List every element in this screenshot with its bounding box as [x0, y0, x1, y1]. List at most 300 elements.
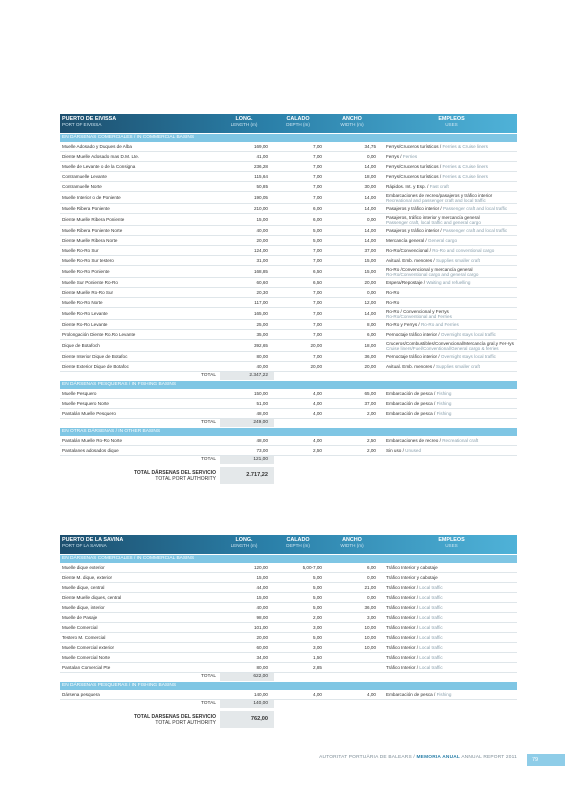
berth-length: 48,00	[256, 411, 268, 416]
berth-name: Pantalán Muelle Ro-Ro Norte	[62, 438, 123, 443]
use-es: Sin uso	[386, 448, 402, 453]
grand-total-label	[60, 714, 220, 726]
berth-length: 15,00	[256, 595, 268, 600]
section-label-en: IN FISHING BASINS	[131, 683, 177, 688]
berth-name: Diente Muelle Adosado mas D.M. Lte.	[62, 154, 140, 159]
berth-length: 40,00	[256, 605, 268, 610]
berth-length: 101,00	[253, 625, 268, 630]
berth-name: Muelle Ro-Ro Sur	[62, 248, 99, 253]
berth-depth: 6,00	[313, 217, 322, 222]
grand-total-value: 762,00	[220, 711, 274, 728]
berth-length: 35,00	[256, 332, 268, 337]
berth-width: 65,00	[364, 391, 376, 396]
berth-width: 6,00	[367, 332, 376, 337]
berth-depth: 5,00	[313, 238, 322, 243]
berth-width: 0,00	[367, 575, 376, 580]
berth-length: 115,64	[254, 174, 268, 179]
berth-name: Muelle Ribera Poniente	[62, 206, 110, 211]
use-es: Ro-Ro /Convencional y mercancía general	[386, 266, 473, 272]
use-es: Cruceros/Combustibles/Convencional/Mercancía gral.y Fer-rys	[386, 340, 514, 346]
use-en: Recreational and passenger craft and local traffic	[386, 197, 486, 203]
use-en: Unused	[405, 448, 422, 453]
use-es: Avitual. Emb. menores	[386, 364, 433, 369]
section-header: EN OTRAS DÁRSENAS / IN OTHER BASINS	[60, 428, 517, 436]
berth-width: 6,00	[367, 565, 376, 570]
berth-use: Embarcación de pesca / Fishing	[386, 411, 452, 416]
berth-width: 10,00	[364, 645, 376, 650]
berth-use	[382, 300, 517, 305]
berth-width: 37,00	[364, 401, 376, 406]
berth-width: 10,00	[364, 625, 376, 630]
berth-use: Avitual. Emb. menores / Supplies smaller craft	[386, 258, 480, 263]
berth-name: Muelle Comercial Norte	[62, 655, 110, 660]
berth-length: 80,00	[256, 665, 268, 670]
berth-name: Diente Muelle Ro-Ro Sur	[62, 290, 114, 295]
section-label-en: IN COMMERCIAL BASINS	[136, 556, 195, 561]
table-row	[60, 152, 517, 162]
berth-use	[382, 309, 517, 319]
use-es: Embarcaciones de recreo/pasajeros y tráfico interior	[386, 192, 493, 198]
use-es: Ro-Ro / Convencional y Ferrys	[386, 308, 449, 314]
berth-use: Pernoctaje tráfico interior / Overnight stays local traffic	[386, 332, 496, 337]
grand-total	[60, 467, 517, 484]
section-total	[60, 419, 517, 427]
use-en: Waiting and refuelling	[426, 280, 471, 285]
use-en: Ro-Ro/Conventional cargo and general cargo	[386, 271, 479, 277]
berth-name: Diente Muelle Ribera Poniente	[62, 217, 125, 222]
berth-name: Prolongación Diente Ro.Ro Levante	[62, 332, 136, 337]
uses-header-en: USES	[445, 543, 458, 548]
berth-length: 60,60	[256, 280, 268, 285]
berth-depth: 7,00	[313, 184, 322, 189]
berth-width: 0,00	[367, 290, 376, 295]
berth-width: 2,00	[367, 448, 376, 453]
use-en: Local traffic	[419, 595, 443, 600]
berth-depth: 6,50	[313, 280, 322, 285]
berth-name: Diente M. dique, exterior	[62, 575, 113, 580]
berth-name: Muelle Ro-Ro Norte	[62, 300, 103, 305]
berth-depth: 1,50	[313, 655, 322, 660]
table-row	[60, 182, 517, 192]
use-es: Ferrys/Cruceros turísticos	[386, 144, 439, 149]
use-es: Ferrys/Cruceros turísticos	[386, 164, 439, 169]
berth-width: 15,00	[364, 258, 376, 263]
uses-header-es: EMPLEOS	[438, 537, 465, 543]
use-en: Local traffic	[419, 605, 443, 610]
table-row	[60, 436, 517, 446]
table-puerto-la-savina	[60, 535, 517, 728]
berth-length: 140,00	[253, 692, 268, 697]
berth-width: 37,00	[364, 248, 376, 253]
berth-width: 14,00	[364, 195, 376, 200]
berth-use	[382, 215, 517, 225]
use-en: Ro-Ro and conventional cargo	[432, 248, 495, 253]
table-row	[60, 409, 517, 419]
port-name	[60, 535, 220, 554]
use-es: Pasajeros y tráfico interior	[386, 206, 440, 211]
use-en: Fishing	[436, 401, 452, 406]
berth-depth: 7,00	[313, 300, 322, 305]
use-en: Local traffic	[419, 665, 443, 670]
berth-depth: 5,00	[313, 585, 322, 590]
table-row	[60, 613, 517, 623]
table-row	[60, 214, 517, 226]
grand-total-label-en: TOTAL PORT AUTHORITY	[155, 719, 216, 726]
table-row	[60, 308, 517, 320]
use-es: Rápidos. Int. y Esp.	[386, 184, 426, 189]
section-label-es: EN DÁRSENAS PESQUERAS	[62, 382, 128, 387]
table-row	[60, 142, 517, 152]
berth-name: Diente Muelle Ribera Norte	[62, 238, 118, 243]
port-name-en: PORT OF LA SAVINA	[62, 543, 107, 548]
berth-depth: 5,00-7,00	[302, 565, 322, 570]
berth-use: Embarcación de pesca / Fishing	[386, 391, 452, 396]
berth-length: 98,00	[256, 615, 268, 620]
berth-length: 20,00	[256, 238, 268, 243]
table-row	[60, 298, 517, 308]
berth-length: 50,85	[256, 184, 268, 189]
table-row	[60, 246, 517, 256]
length-header	[220, 114, 274, 133]
berth-length: 165,00	[253, 311, 268, 316]
width-header	[328, 535, 382, 554]
berth-use: Ro-Ro/Convencional / Ro-Ro and conventional cargo	[386, 248, 495, 253]
berth-depth: 5,00	[313, 575, 322, 580]
berth-use: Espera/Repostaje / Waiting and refuelling	[386, 280, 471, 285]
berth-use: Pasajeros y tráfico interior / Passenger craft and local traffic	[386, 206, 508, 211]
berth-use: Tráfico Interior / Local traffic	[386, 645, 443, 650]
table-row	[60, 603, 517, 613]
use-en: Local traffic	[419, 585, 443, 590]
use-en: Ro-Ro/Conventional and Ferries	[386, 313, 452, 319]
berth-depth: 7,00	[313, 290, 322, 295]
depth-header-es: CALADO	[286, 116, 310, 122]
berth-width: 12,00	[364, 300, 376, 305]
use-es: Embarcación de pesca	[386, 391, 433, 396]
berth-width: 3,00	[367, 615, 376, 620]
use-es: Ro-Ro/Convencional	[386, 248, 429, 253]
berth-name: Pantalán Muelle Pesquero	[62, 411, 116, 416]
section-label-en: IN OTHER BASINS	[118, 429, 161, 434]
berth-name: Muelle Interior o de Poniente	[62, 195, 121, 200]
berth-depth: 6,50	[313, 269, 322, 274]
use-en: Passenger craft and local traffic	[442, 206, 508, 211]
berth-use: Embarcación de pesca / Fishing	[386, 401, 452, 406]
table-row	[60, 204, 517, 214]
berth-depth: 7,00	[313, 258, 322, 263]
berth-length: 60,00	[256, 645, 268, 650]
section-label-en: IN FISHING BASINS	[131, 382, 177, 387]
table-header	[60, 535, 517, 554]
berth-use: Ferrys/Cruceros turísticos / Ferries & Cruise liners	[386, 164, 488, 169]
depth-header-en: DEPTH (m)	[286, 543, 310, 548]
table-row	[60, 643, 517, 653]
berth-depth: 2,50	[313, 448, 322, 453]
use-es: Pasajeros y tráfico interior	[386, 228, 440, 233]
grand-total	[60, 711, 517, 728]
table-row	[60, 583, 517, 593]
berth-length: 34,00	[256, 655, 268, 660]
length-header-es: LONG.	[235, 537, 253, 543]
berth-use: Ferrys/Cruceros turísticos / Ferries & Cruise liners	[386, 174, 488, 179]
width-header-en: WIDTH (m)	[340, 122, 364, 127]
port-name-es: PUERTO DE EIVISSA	[62, 116, 117, 122]
use-en: Supplies smaller craft	[435, 364, 480, 369]
berth-use: Rápidos. Int. y Esp. / Fast craft	[386, 184, 449, 189]
berth-width: 14,00	[364, 164, 376, 169]
use-es: Embarcación de pesca	[386, 401, 433, 406]
berth-use	[382, 267, 517, 277]
table-row	[60, 278, 517, 288]
berth-length: 124,00	[253, 248, 268, 253]
use-es: Pernoctaje tráfico interior	[386, 354, 438, 359]
berth-use: Tráfico Interior / Local traffic	[386, 635, 443, 640]
use-en: Ferries & Cruise liners	[442, 174, 488, 179]
use-en: General cargo	[427, 238, 458, 243]
footer-report-es: MEMORIA ANUAL	[416, 755, 461, 760]
table-row	[60, 340, 517, 352]
total-value: 249,00	[220, 419, 274, 427]
port-name-es: PUERTO DE LA SAVINA	[62, 537, 124, 543]
berth-depth: 2,00	[313, 615, 322, 620]
berth-name: Dársena pesquera	[62, 692, 100, 697]
berth-length: 210,00	[253, 206, 268, 211]
uses-header	[382, 535, 517, 554]
berth-length: 51,00	[256, 401, 268, 406]
table-row	[60, 226, 517, 236]
use-es: Ro-Ro	[386, 290, 400, 295]
berth-length: 117,00	[254, 300, 268, 305]
berth-depth: 4,00	[313, 411, 322, 416]
use-es: Embarcación de pesca	[386, 692, 433, 697]
table-row	[60, 399, 517, 409]
section-label-es: EN DÁRSENAS PESQUERAS	[62, 683, 128, 688]
section-total	[60, 700, 517, 708]
table-header	[60, 114, 517, 133]
use-es: Tráfico Interior y cabotaje	[386, 575, 438, 580]
berth-width: 18,00	[364, 343, 376, 348]
grand-total-label-es: TOTAL DÁRSENAS DEL SERVICIO	[133, 469, 216, 476]
use-en: Fishing	[436, 692, 452, 697]
use-en: Ro-Ro and Ferries	[420, 322, 459, 327]
table-row	[60, 573, 517, 583]
table-row	[60, 288, 517, 298]
berth-depth: 5,00	[313, 605, 322, 610]
berth-length: 169,00	[253, 144, 268, 149]
berth-use: Pasajeros y tráfico interior / Passenger craft and local traffic	[386, 228, 508, 233]
berth-length: 40,00	[256, 228, 268, 233]
use-es: Tráfico Interior	[386, 635, 416, 640]
use-es: Embarcación de pesca	[386, 411, 433, 416]
berth-width: 8,00	[367, 322, 376, 327]
berth-length: 190,05	[253, 195, 268, 200]
use-es: Tráfico Interior	[386, 605, 416, 610]
uses-header-es: EMPLEOS	[438, 116, 465, 122]
berth-length: 392,65	[253, 343, 268, 348]
berth-length: 20,00	[256, 635, 268, 640]
berth-length: 15,00	[256, 217, 268, 222]
use-en: Fishing	[436, 391, 452, 396]
total-label: TOTAL	[200, 674, 216, 679]
berth-use: Ro-Ro y Ferrys / Ro-Ro and Ferries	[386, 322, 459, 327]
berth-name: Muelle Ribera Poniente Norte	[62, 228, 123, 233]
use-en: Local traffic	[419, 645, 443, 650]
berth-use: Pernoctaje tráfico interior / Overnight stays local traffic	[386, 354, 496, 359]
berth-name: Muelle Ro-Ro Poniente	[62, 269, 110, 274]
total-label: TOTAL	[200, 457, 216, 462]
berth-depth: 7,00	[313, 164, 322, 169]
length-header-en: LENGTH (m)	[230, 543, 258, 548]
use-es: Espera/Repostaje	[386, 280, 423, 285]
berth-use: Tráfico Interior / Local traffic	[386, 595, 443, 600]
section-header: EN DÁRSENAS COMERCIALES / IN COMMERCIAL BASINS	[60, 555, 517, 563]
use-en: Supplies smaller craft	[435, 258, 480, 263]
berth-width: 4,00	[367, 692, 376, 697]
use-es: Avitual. Emb. menores	[386, 258, 433, 263]
table-row	[60, 162, 517, 172]
use-es: Tráfico Interior	[386, 625, 416, 630]
grand-total-label-es: TOTAL DARSENAS DEL SERVICIO	[133, 713, 216, 720]
section-label-es: EN OTRAS DÁRSENAS	[62, 429, 115, 434]
berth-depth: 7,00	[313, 332, 322, 337]
table-row	[60, 236, 517, 246]
page-footer	[0, 754, 565, 766]
berth-depth: 7,00	[313, 354, 322, 359]
use-es: Embarcaciones de recreo	[386, 438, 439, 443]
berth-length: 48,00	[256, 438, 268, 443]
berth-width: 18,00	[364, 174, 376, 179]
use-es: Ferrys	[386, 154, 400, 159]
berth-name: Muelle Adosado y Duques de Alba	[62, 144, 132, 149]
width-header-es: ANCHO	[342, 116, 362, 122]
berth-name: Muelle Comercial exterior	[62, 645, 115, 650]
use-en: Local traffic	[419, 635, 443, 640]
berth-length: 44,00	[256, 585, 268, 590]
footer-org: AUTORITAT PORTUÀRIA DE BALEARS	[319, 755, 412, 760]
grand-total-label	[60, 470, 220, 482]
berth-width: 0,00	[367, 595, 376, 600]
berth-width: 14,00	[364, 311, 376, 316]
use-en: Local traffic	[419, 655, 443, 660]
berth-name: Muelle Pesquero Norte	[62, 401, 109, 406]
table-row	[60, 690, 517, 700]
use-en: Passenger craft, local traffic and general cargo	[386, 219, 481, 225]
berth-depth: 20,00	[310, 364, 322, 369]
berth-width: 2,50	[367, 438, 376, 443]
berth-depth: 7,00	[313, 311, 322, 316]
port-name-en: PORT OF EIVISSA	[62, 122, 102, 127]
berth-width: 14,00	[364, 228, 376, 233]
grand-total-label-en: TOTAL PORT AUTHORITY	[155, 475, 216, 482]
berth-name: Muelle Comercial	[62, 625, 98, 630]
section-label-en: IN COMMERCIAL BASINS	[136, 135, 195, 140]
berth-length: 120,00	[253, 565, 268, 570]
berth-name: Diente Muelle diques, central	[62, 595, 122, 600]
berth-length: 168,85	[253, 269, 268, 274]
width-header-en: WIDTH (m)	[340, 543, 364, 548]
use-en: Local traffic	[419, 625, 443, 630]
berth-depth: 5,00	[313, 635, 322, 640]
berth-name: Pantalanes adosados dique	[62, 448, 119, 453]
berth-use: Ferrys / Ferries	[386, 154, 418, 159]
section-header: EN DÁRSENAS PESQUERAS / IN FISHING BASINS	[60, 381, 517, 389]
grand-total-value: 2.717,22	[220, 467, 274, 484]
berth-length: 150,00	[253, 391, 268, 396]
length-header	[220, 535, 274, 554]
berth-name: Diente Ro-Ro Levante	[62, 322, 108, 327]
total-label: TOTAL	[200, 373, 216, 378]
berth-name: Muelle dique, interior	[62, 605, 105, 610]
footer-report-en: ANNUAL REPORT 2011	[461, 755, 517, 760]
use-en: Passenger craft and local traffic	[442, 228, 508, 233]
berth-depth: 4,00	[313, 692, 322, 697]
berth-name: Muelle Ro-Ro Sur testero	[62, 258, 114, 263]
berth-use: Embarcación de pesca / Fishing	[386, 692, 452, 697]
berth-length: 15,00	[256, 575, 268, 580]
section-label-es: EN DÁRSENAS COMERCIALES	[62, 556, 133, 561]
berth-width: 34,75	[364, 144, 376, 149]
berth-name: Pantalan Comercial Pte	[62, 665, 111, 670]
depth-header	[274, 535, 328, 554]
use-es: Tráfico Interior	[386, 645, 416, 650]
length-header-es: LONG.	[235, 116, 253, 122]
berth-use: Tráfico Interior / Local traffic	[386, 605, 443, 610]
use-es: Ro-Ro	[386, 300, 400, 305]
use-en: Fishing	[436, 411, 452, 416]
depth-header-en: DEPTH (m)	[286, 122, 310, 127]
section-total	[60, 673, 517, 681]
total-value: 622,00	[220, 673, 274, 681]
berth-name: Muelle dique, central	[62, 585, 105, 590]
berth-use: Tráfico Interior / Local traffic	[386, 625, 443, 630]
table-row	[60, 362, 517, 372]
use-en: Ferries	[402, 154, 418, 159]
berth-use: Tráfico Interior / Local traffic	[386, 655, 443, 660]
berth-length: 41,00	[256, 154, 268, 159]
berth-use: Tráfico Interior / Local traffic	[386, 615, 443, 620]
berth-width: 2,00	[367, 411, 376, 416]
section-total	[60, 372, 517, 380]
berth-name: Muelle dique exterior	[62, 565, 105, 570]
section-header: EN DÁRSENAS COMERCIALES / IN COMMERCIAL BASINS	[60, 134, 517, 142]
berth-name: Dique de Botafoch	[62, 343, 100, 348]
uses-header-en: USES	[445, 122, 458, 127]
table-row	[60, 653, 517, 663]
berth-use: Tráfico Interior / Local traffic	[386, 585, 443, 590]
use-es: Pasajeros, tráfico interior y mercancía general	[386, 214, 480, 220]
berth-use: Tráfico Interior / Local traffic	[386, 665, 443, 670]
depth-header	[274, 114, 328, 133]
table-row	[60, 192, 517, 204]
length-header-en: LENGTH (m)	[230, 122, 258, 127]
berth-use	[382, 290, 517, 295]
berth-depth: 5,00	[313, 228, 322, 233]
use-es: Mercancía general	[386, 238, 425, 243]
total-label: TOTAL	[200, 420, 216, 425]
berth-width: 15,00	[364, 269, 376, 274]
berth-depth: 2,85	[313, 665, 322, 670]
table-row	[60, 256, 517, 266]
berth-use: Embarcaciones de recreo / Recreational craft	[386, 438, 479, 443]
total-value: 140,00	[220, 700, 274, 708]
berth-width: 10,00	[364, 635, 376, 640]
table-puerto-eivissa	[60, 114, 517, 484]
berth-name: Muelle Sur Poniente Ro-Ro	[62, 280, 118, 285]
table-row	[60, 320, 517, 330]
berth-name: Diente Interior Dique de Botafoc	[62, 354, 128, 359]
use-es: Ferrys/Cruceros turísticos	[386, 174, 439, 179]
total-value: 121,00	[220, 456, 274, 464]
